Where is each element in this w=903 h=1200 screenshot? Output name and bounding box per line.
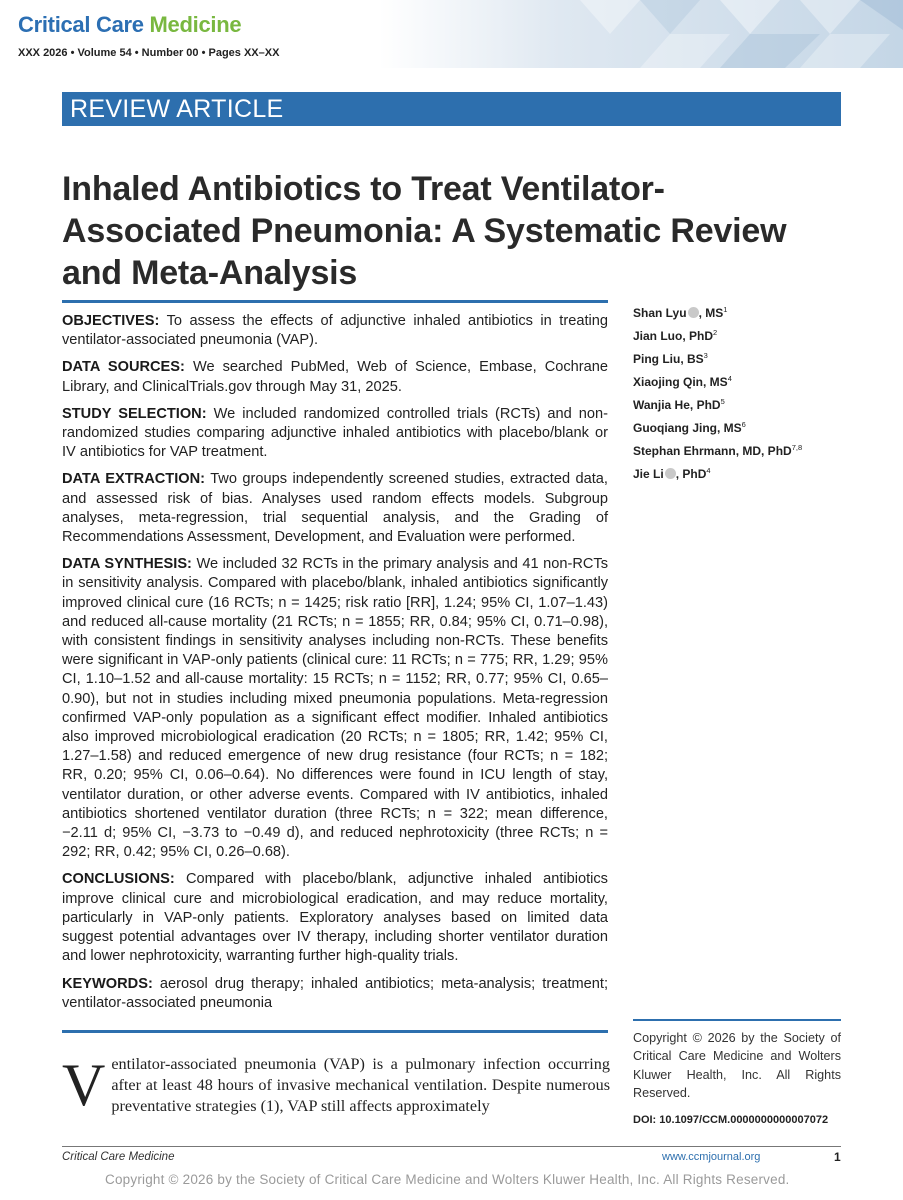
issue-line: XXX 2026 • Volume 54 • Number 00 • Pages XX–XX — [18, 47, 280, 59]
abstract-heading: DATA EXTRACTION: — [62, 471, 205, 488]
abstract-heading: CONCLUSIONS: — [62, 871, 175, 888]
author-degree: , MS — [717, 421, 742, 435]
footer-journal-link[interactable]: www.ccmjournal.org — [662, 1151, 761, 1163]
orcid-icon[interactable] — [688, 307, 699, 318]
author-entry[interactable] — [633, 439, 863, 462]
abstract-heading: STUDY SELECTION: — [62, 405, 207, 422]
section-banner — [62, 92, 841, 126]
abstract-heading: KEYWORDS: — [62, 975, 153, 992]
abstract-heading: OBJECTIVES: — [62, 313, 160, 329]
author-name: Jie Li — [633, 467, 664, 481]
abstract-text: We included 32 RCTs in the primary analysis and 41 non-RCTs in sensitivity analysis. Compared with placebo/blank, inhaled antibiotics significantly improved clinical cure (16 RCTs; n = 1425; risk ratio [RR], 1.24; 95% CI, 1.07–1.43) and reduced all-cause mortality (21 RCTs; n = 1855; RR, 0.84; 95% CI, 0.71–0.98), with consistent findings in sensitivity analyses including non-RCTs. These benefits were significant in VAP-only patients (clinical cure: 11 RCTs; n = 775; RR, 1.29; 95% CI, 1.10–1.52 and all-cause mortality: 15 RCTs; n = 1152; RR, 0.77; 95% CI, 0.65–0.90), but not in studies including mixed pneumonia populations. Meta-regression confirmed VAP-only population as a significant effect modifier. Inhaled antibiotics also improved microbiological eradication (20 RCTs; n = 1805; RR, 1.42; 95% CI, 1.27–1.58) and reduced emergence of new drug resistance (four RCTs; n = 182; RR, 0.20; 95% CI, 0.06–0.64). No differences were found in ICU length of stay, ventilator duration, or other adverse events. Compared with IV antibiotics, inhaled antibiotics shortened ventilator duration (three RCTs; n = 322; mean difference, −2.11 d; 95% CI, −3.73 to −0.49 d), and reduced nephrotoxicity (three RCTs; n = 292; RR, 0.42; 95% CI, 0.26–0.68). — [62, 556, 608, 861]
watermark-copyright: Copyright © 2026 by the Society of Critical Care Medicine and Wolters Kluwer Health, Inc. All Rights Reserved. — [105, 1172, 790, 1187]
author-name: Guoqiang Jing — [633, 421, 717, 435]
author-degree: , PhD — [682, 329, 714, 343]
author-name: Jian Luo — [633, 329, 683, 343]
abstract-heading: DATA SYNTHESIS: — [62, 556, 192, 573]
sidebar-copyright: Copyright © 2026 by the Society of Critical Care Medicine and Wolters Kluwer Health, Inc. All Rights Reserved. — [633, 1031, 841, 1101]
author-affiliation: 3 — [703, 351, 708, 360]
author-list — [633, 301, 863, 485]
author-affiliation: 1 — [723, 305, 728, 314]
abstract-text: Compared with placebo/blank, adjunctive inhaled antibiotics improve clinical cure and microbiological eradication, and may reduce mortality, particularly in VAP-only patients. Exploratory analyses based on limited data suggest potential advantages over IV therapy, including shorter ventilator duration and lower nephrotoxicity, warranting further high-quality trials. — [62, 871, 608, 965]
sidebar-rule — [633, 1019, 841, 1021]
orcid-icon[interactable] — [665, 468, 676, 479]
abstract-text: We included randomized controlled trials (RCTs) and non-randomized studies comparing adjunctive inhaled antibiotics with placebo/blank or IV antibiotics for VAP treatment. — [62, 405, 608, 461]
page-number: 1 — [834, 1150, 841, 1164]
author-entry[interactable] — [633, 462, 863, 485]
author-affiliation: 2 — [713, 328, 718, 337]
journal-title-part2: Medicine — [149, 12, 242, 37]
abstract-keywords — [62, 975, 608, 1013]
author-entry[interactable] — [633, 301, 863, 324]
body-text — [62, 1054, 610, 1117]
journal-header-band — [0, 0, 903, 68]
abstract-objectives — [62, 312, 608, 350]
author-affiliation: 5 — [720, 397, 725, 406]
footer-rule — [62, 1146, 841, 1147]
article-title: Inhaled Antibiotics to Treat Ventilator-Associated Pneumonia: A Systematic Review and Meta-Analysis — [62, 170, 787, 292]
abstract-conclusions — [62, 870, 608, 966]
drop-cap: V — [62, 1052, 106, 1118]
author-degree: , PhD — [689, 398, 721, 412]
author-degree: , MS — [703, 375, 728, 389]
author-name: Stephan Ehrmann — [633, 444, 736, 458]
author-name: Ping Liu — [633, 352, 681, 366]
author-affiliation: 4 — [706, 466, 711, 475]
author-entry[interactable] — [633, 370, 863, 393]
author-affiliation: 4 — [727, 374, 732, 383]
author-degree: , MS — [698, 306, 724, 320]
author-degree: , PhD — [675, 467, 707, 481]
abstract-text: Two groups independently screened studies, extracted data, and assessed risk of bias. Analyses used random effects models. Subgroup analyses, meta-regression, trial sequential analysis, and the Grading of Recommendations Assessment, Development, and Evaluation were performed. — [62, 471, 608, 546]
journal-title-part1: Critical Care — [18, 12, 144, 37]
author-name: Wanjia He — [633, 398, 690, 412]
body-paragraph: entilator-associated pneumonia (VAP) is a pulmonary infection occurring after at least 48 hours of invasive mechanical ventilation. Despite numerous preventative strategies (1), VAP still affects approximately — [111, 1055, 610, 1115]
author-affiliation: 7,8 — [791, 443, 803, 452]
author-entry[interactable] — [633, 347, 863, 370]
author-affiliation: 6 — [741, 420, 746, 429]
decorative-diamond-pattern — [520, 0, 903, 68]
abstract-top-rule — [62, 300, 608, 303]
abstract-text: aerosol drug therapy; inhaled antibiotics; meta-analysis; treatment; ventilator-associated pneumonia — [62, 975, 608, 1011]
abstract-text: We searched PubMed, Web of Science, Embase, Cochrane Library, and ClinicalTrials.gov through May 31, 2025. — [62, 359, 608, 395]
section-label: REVIEW ARTICLE — [70, 95, 284, 123]
author-entry[interactable] — [633, 324, 863, 347]
footer-journal-name: Critical Care Medicine — [62, 1151, 175, 1163]
abstract-text: To assess the effects of adjunctive inhaled antibiotics in treating ventilator-associated pneumonia (VAP). — [62, 313, 608, 349]
author-degree: , MD, PhD — [735, 444, 792, 458]
abstract-data-sources — [62, 358, 608, 396]
abstract — [62, 312, 608, 1021]
author-entry[interactable] — [633, 393, 863, 416]
abstract-heading: DATA SOURCES: — [62, 359, 185, 376]
abstract-bottom-rule — [62, 1030, 608, 1033]
author-name: Xiaojing Qin — [633, 375, 704, 389]
journal-title — [18, 12, 241, 38]
author-entry[interactable] — [633, 416, 863, 439]
author-name: Shan Lyu — [633, 306, 687, 320]
abstract-data-synthesis — [62, 555, 608, 862]
author-degree: , BS — [680, 352, 704, 366]
abstract-data-extraction — [62, 470, 608, 547]
abstract-study-selection — [62, 405, 608, 463]
doi[interactable]: DOI: 10.1097/CCM.0000000000007072 — [633, 1114, 829, 1126]
